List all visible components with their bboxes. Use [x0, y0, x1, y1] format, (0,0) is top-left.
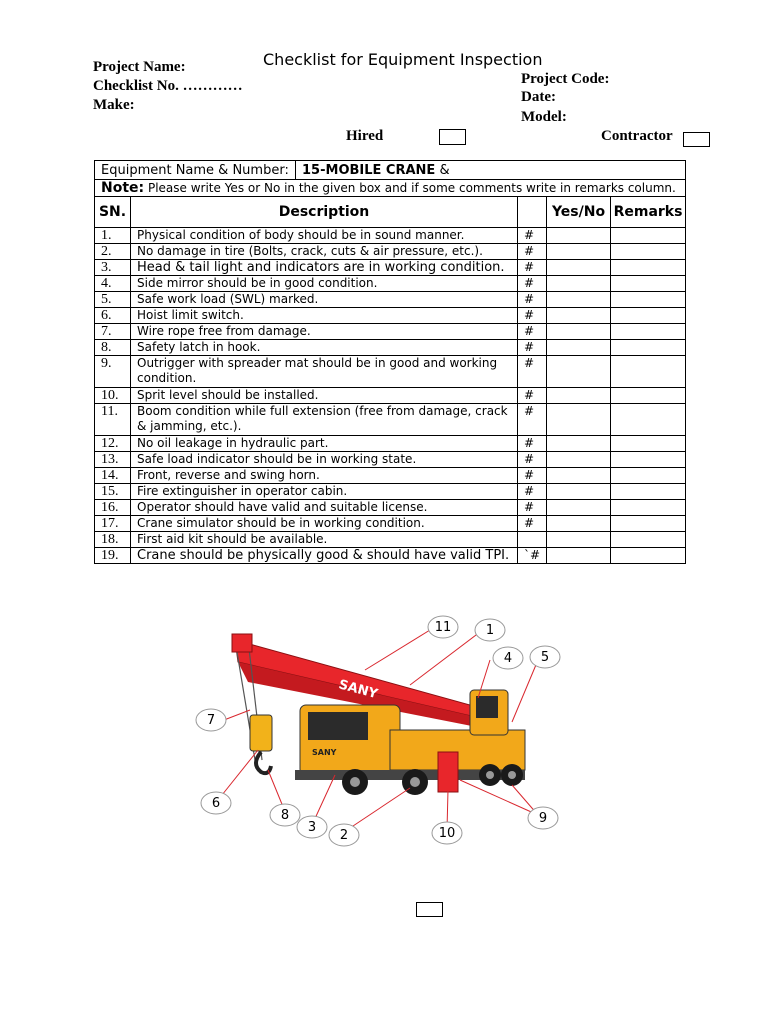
checklist-number-label: Checklist No. ………… [93, 78, 243, 94]
boom-brand-text: SANY [336, 677, 380, 703]
cab-brand-text: SANY [312, 748, 337, 757]
row-remarks-cell[interactable] [611, 244, 686, 260]
row-remarks-cell[interactable] [611, 500, 686, 516]
row-description: Crane should be physically good & should have valid TPI. [131, 548, 518, 564]
row-yes-no-cell[interactable] [547, 356, 611, 388]
table-row [95, 436, 686, 452]
note-cell [95, 180, 686, 197]
row-mark: # [518, 452, 547, 468]
row-remarks-cell[interactable] [611, 388, 686, 404]
row-remarks-cell[interactable] [611, 468, 686, 484]
row-yes-no-cell[interactable] [547, 244, 611, 260]
row-mark: # [518, 292, 547, 308]
callout-7: 7 [206, 713, 216, 728]
row-remarks-cell[interactable] [611, 356, 686, 388]
table-row [95, 292, 686, 308]
document-title: Checklist for Equipment Inspection [263, 50, 543, 69]
table-row [95, 468, 686, 484]
row-yes-no-cell[interactable] [547, 516, 611, 532]
hook-block [250, 715, 272, 773]
row-yes-no-cell[interactable] [547, 532, 611, 548]
row-remarks-cell[interactable] [611, 228, 686, 244]
row-mark: # [518, 340, 547, 356]
table-body [95, 228, 686, 564]
row-description: Safe work load (SWL) marked. [131, 292, 518, 308]
row-sn: 8. [95, 340, 131, 356]
row-sn: 16. [95, 500, 131, 516]
row-remarks-cell[interactable] [611, 548, 686, 564]
contractor-label: Contractor [601, 128, 673, 144]
row-mark: # [518, 436, 547, 452]
note-label: Note: [101, 179, 145, 196]
table-row [95, 452, 686, 468]
row-description: Operator should have valid and suitable license. [131, 500, 518, 516]
row-mark: # [518, 500, 547, 516]
row-mark: # [518, 228, 547, 244]
row-sn: 18. [95, 532, 131, 548]
table-row [95, 388, 686, 404]
callout-5: 5 [540, 650, 550, 665]
row-yes-no-cell[interactable] [547, 484, 611, 500]
row-description: Safety latch in hook. [131, 340, 518, 356]
row-remarks-cell[interactable] [611, 260, 686, 276]
header-remarks: Remarks [611, 197, 686, 228]
row-description: Front, reverse and swing horn. [131, 468, 518, 484]
callout-4: 4 [503, 651, 513, 666]
row-description: Side mirror should be in good condition. [131, 276, 518, 292]
row-mark: # [518, 308, 547, 324]
row-sn: 14. [95, 468, 131, 484]
row-yes-no-cell[interactable] [547, 468, 611, 484]
header-yes-no: Yes/No [547, 197, 611, 228]
row-mark: # [518, 388, 547, 404]
row-remarks-cell[interactable] [611, 324, 686, 340]
callout-2: 2 [339, 828, 349, 843]
row-remarks-cell[interactable] [611, 308, 686, 324]
row-description: Physical condition of body should be in sound manner. [131, 228, 518, 244]
row-remarks-cell[interactable] [611, 516, 686, 532]
row-remarks-cell[interactable] [611, 276, 686, 292]
note-text: Please write Yes or No in the given box and if some comments write in remarks column. [147, 180, 676, 195]
equipment-suffix: & [439, 162, 450, 178]
row-sn: 6. [95, 308, 131, 324]
callout-3: 3 [307, 820, 317, 835]
mobile-crane-illustration [190, 610, 570, 860]
project-name-label: Project Name: [93, 59, 186, 75]
table-row [95, 308, 686, 324]
row-mark: # [518, 244, 547, 260]
callout-8: 8 [280, 808, 290, 823]
table-row [95, 276, 686, 292]
inspection-table [94, 160, 686, 564]
row-mark [518, 532, 547, 548]
hired-label: Hired [346, 128, 384, 144]
row-description: Outrigger with spreader mat should be in good and working condition. [131, 356, 518, 388]
callout-11: 11 [434, 620, 452, 635]
table-row [95, 324, 686, 340]
row-yes-no-cell[interactable] [547, 324, 611, 340]
project-code-label: Project Code: [521, 71, 610, 87]
equipment-value: 15-MOBILE CRANE [302, 162, 436, 178]
table-row [95, 356, 686, 388]
row-yes-no-cell[interactable] [547, 260, 611, 276]
row-yes-no-cell[interactable] [547, 228, 611, 244]
equipment-name-cell [296, 161, 686, 180]
callout-6: 6 [211, 796, 221, 811]
row-mark: # [518, 276, 547, 292]
row-description: Boom condition while full extension (free from damage, crack & jamming, etc.). [131, 404, 518, 436]
row-yes-no-cell[interactable] [547, 500, 611, 516]
row-remarks-cell[interactable] [611, 484, 686, 500]
hired-checkbox[interactable] [439, 129, 466, 145]
row-yes-no-cell[interactable] [547, 340, 611, 356]
header-blank [518, 197, 547, 228]
table-row [95, 244, 686, 260]
header-description: Description [131, 197, 518, 228]
table-row [95, 404, 686, 436]
row-yes-no-cell[interactable] [547, 388, 611, 404]
row-mark: # [518, 484, 547, 500]
row-description: First aid kit should be available. [131, 532, 518, 548]
bottom-box [416, 902, 443, 917]
row-description: Wire rope free from damage. [131, 324, 518, 340]
row-sn: 11. [95, 404, 131, 436]
row-yes-no-cell[interactable] [547, 308, 611, 324]
row-mark: # [518, 356, 547, 388]
row-yes-no-cell[interactable] [547, 292, 611, 308]
row-sn: 10. [95, 388, 131, 404]
row-remarks-cell[interactable] [611, 532, 686, 548]
row-remarks-cell[interactable] [611, 452, 686, 468]
row-sn: 17. [95, 516, 131, 532]
callout-1: 1 [485, 623, 495, 638]
row-sn: 3. [95, 260, 131, 276]
table-row [95, 532, 686, 548]
callout-9: 9 [538, 811, 548, 826]
row-remarks-cell[interactable] [611, 340, 686, 356]
table-row [95, 484, 686, 500]
row-yes-no-cell[interactable] [547, 276, 611, 292]
row-mark: # [518, 260, 547, 276]
row-mark: # [518, 516, 547, 532]
row-mark: `# [518, 548, 547, 564]
row-yes-no-cell[interactable] [547, 404, 611, 436]
row-sn: 4. [95, 276, 131, 292]
row-mark: # [518, 404, 547, 436]
callout-10: 10 [438, 826, 456, 841]
date-label: Date: [521, 89, 556, 105]
row-description: Hoist limit switch. [131, 308, 518, 324]
table-row [95, 500, 686, 516]
row-sn: 1. [95, 228, 131, 244]
row-sn: 5. [95, 292, 131, 308]
row-sn: 7. [95, 324, 131, 340]
row-sn: 15. [95, 484, 131, 500]
row-sn: 19. [95, 548, 131, 564]
row-description: Head & tail light and indicators are in working condition. [131, 260, 518, 276]
row-mark: # [518, 468, 547, 484]
make-label: Make: [93, 97, 135, 113]
row-sn: 9. [95, 356, 131, 388]
header-sn: SN. [95, 197, 131, 228]
table-row [95, 548, 686, 564]
equipment-name-label: Equipment Name & Number: [95, 161, 296, 180]
table-row [95, 516, 686, 532]
row-description: Sprit level should be installed. [131, 388, 518, 404]
row-sn: 2. [95, 244, 131, 260]
row-description: No damage in tire (Bolts, crack, cuts & air pressure, etc.). [131, 244, 518, 260]
row-mark: # [518, 324, 547, 340]
table-row [95, 228, 686, 244]
row-remarks-cell[interactable] [611, 404, 686, 436]
model-label: Model: [521, 109, 567, 125]
row-description: Fire extinguisher in operator cabin. [131, 484, 518, 500]
row-description: Crane simulator should be in working condition. [131, 516, 518, 532]
row-yes-no-cell[interactable] [547, 436, 611, 452]
contractor-checkbox[interactable] [683, 132, 710, 147]
row-yes-no-cell[interactable] [547, 452, 611, 468]
row-sn: 12. [95, 436, 131, 452]
row-remarks-cell[interactable] [611, 436, 686, 452]
row-remarks-cell[interactable] [611, 292, 686, 308]
row-description: No oil leakage in hydraulic part. [131, 436, 518, 452]
row-sn: 13. [95, 452, 131, 468]
table-row [95, 340, 686, 356]
table-row [95, 260, 686, 276]
row-description: Safe load indicator should be in working state. [131, 452, 518, 468]
row-yes-no-cell[interactable] [547, 548, 611, 564]
